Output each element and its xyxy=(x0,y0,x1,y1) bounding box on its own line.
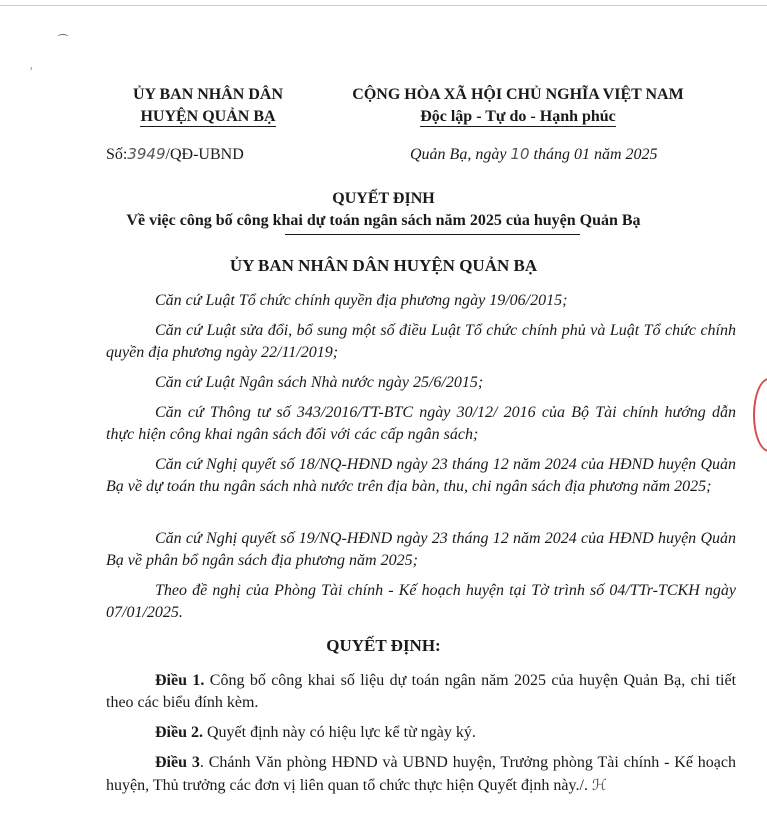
legal-basis: Căn cứ Luật sửa đổi, bổ sung một số điều Luật Tổ chức chính phủ và Luật Tổ chức chính quyền địa phương ngày 22/11/2019; xyxy=(106,322,736,361)
document-number xyxy=(106,145,244,164)
date-suffix: tháng 01 năm 2025 xyxy=(533,146,658,163)
article-label: Điều 3 xyxy=(155,754,200,771)
org-line-2: HUYỆN QUẢN BẠ xyxy=(140,108,276,125)
decision-heading: QUYẾT ĐỊNH: xyxy=(326,636,441,655)
article-3 xyxy=(106,752,736,797)
scan-mark: ⁀ xyxy=(58,34,68,48)
number-prefix: Số: xyxy=(106,146,128,163)
legal-basis: Căn cứ Luật Tổ chức chính quyền địa phương ngày 19/06/2015; xyxy=(155,292,568,309)
article-label: Điều 2. xyxy=(155,724,203,741)
legal-basis: Căn cứ Nghị quyết số 19/NQ-HĐND ngày 23 tháng 12 năm 2024 của HĐND huyện Quản Bạ về phân bổ ngân sách địa phương năm 2025; xyxy=(106,530,736,569)
handwritten-day: 10 xyxy=(510,145,530,163)
legal-basis: Căn cứ Luật Ngân sách Nhà nước ngày 25/6/2015; xyxy=(155,374,484,391)
authority-heading: ỦY BAN NHÂN DÂN HUYỆN QUẢN BẠ xyxy=(229,256,538,275)
org-line-1: ỦY BAN NHÂN DÂN xyxy=(132,86,284,103)
issuing-org-header xyxy=(108,84,308,128)
nation-line-1: CỘNG HÒA XÃ HỘI CHỦ NGHĨA VIỆT NAM xyxy=(352,86,684,103)
scan-top-edge xyxy=(0,5,767,6)
subtitle-underline xyxy=(285,234,580,235)
handwritten-number: 3949 xyxy=(127,145,166,163)
decision-subtitle: Về việc công bố công khai dự toán ngân sách năm 2025 của huyện Quản Bạ xyxy=(126,212,641,229)
national-header xyxy=(330,84,706,128)
legal-basis: Theo đề nghị của Phòng Tài chính - Kế hoạch huyện tại Tờ trình số 04/TTr-TCKH ngày 07/01/2025. xyxy=(106,582,736,621)
article-text: Công bố công khai số liệu dự toán ngân năm 2025 của huyện Quản Bạ, chi tiết theo các biểu đính kèm. xyxy=(106,672,737,711)
legal-basis: Căn cứ Nghị quyết số 18/NQ-HĐND ngày 23 tháng 12 năm 2024 của HĐND huyện Quản Bạ về dự toán thu ngân sách nhà nước trên địa bàn, thu, chi ngân sách địa phương năm 2025; xyxy=(106,456,736,495)
article-2 xyxy=(106,722,736,744)
scan-mark: ′ xyxy=(30,64,33,78)
nation-motto: Độc lập - Tự do - Hạnh phúc xyxy=(420,108,616,125)
red-seal-edge xyxy=(753,378,767,452)
article-label: Điều 1. xyxy=(155,672,205,689)
handwritten-initial: ℋ xyxy=(591,776,607,794)
decision-title: QUYẾT ĐỊNH xyxy=(332,190,435,207)
article-text: . Chánh Văn phòng HĐND và UBND huyện, Trưởng phòng Tài chính - Kế hoạch huyện, Thủ trưởng các đơn vị liên quan tổ chức thực hiện Quyết định này./. xyxy=(106,754,737,794)
date-prefix: Quản Bạ, ngày xyxy=(410,146,507,163)
article-1 xyxy=(106,670,736,714)
document-date xyxy=(410,145,658,164)
legal-basis: Căn cứ Thông tư số 343/2016/TT-BTC ngày 30/12/ 2016 của Bộ Tài chính hướng dẫn thực hiện công khai ngân sách đối với các cấp ngân sách; xyxy=(106,404,736,443)
article-text: Quyết định này có hiệu lực kể từ ngày ký. xyxy=(203,724,476,741)
number-suffix: /QĐ-UBND xyxy=(165,146,244,163)
